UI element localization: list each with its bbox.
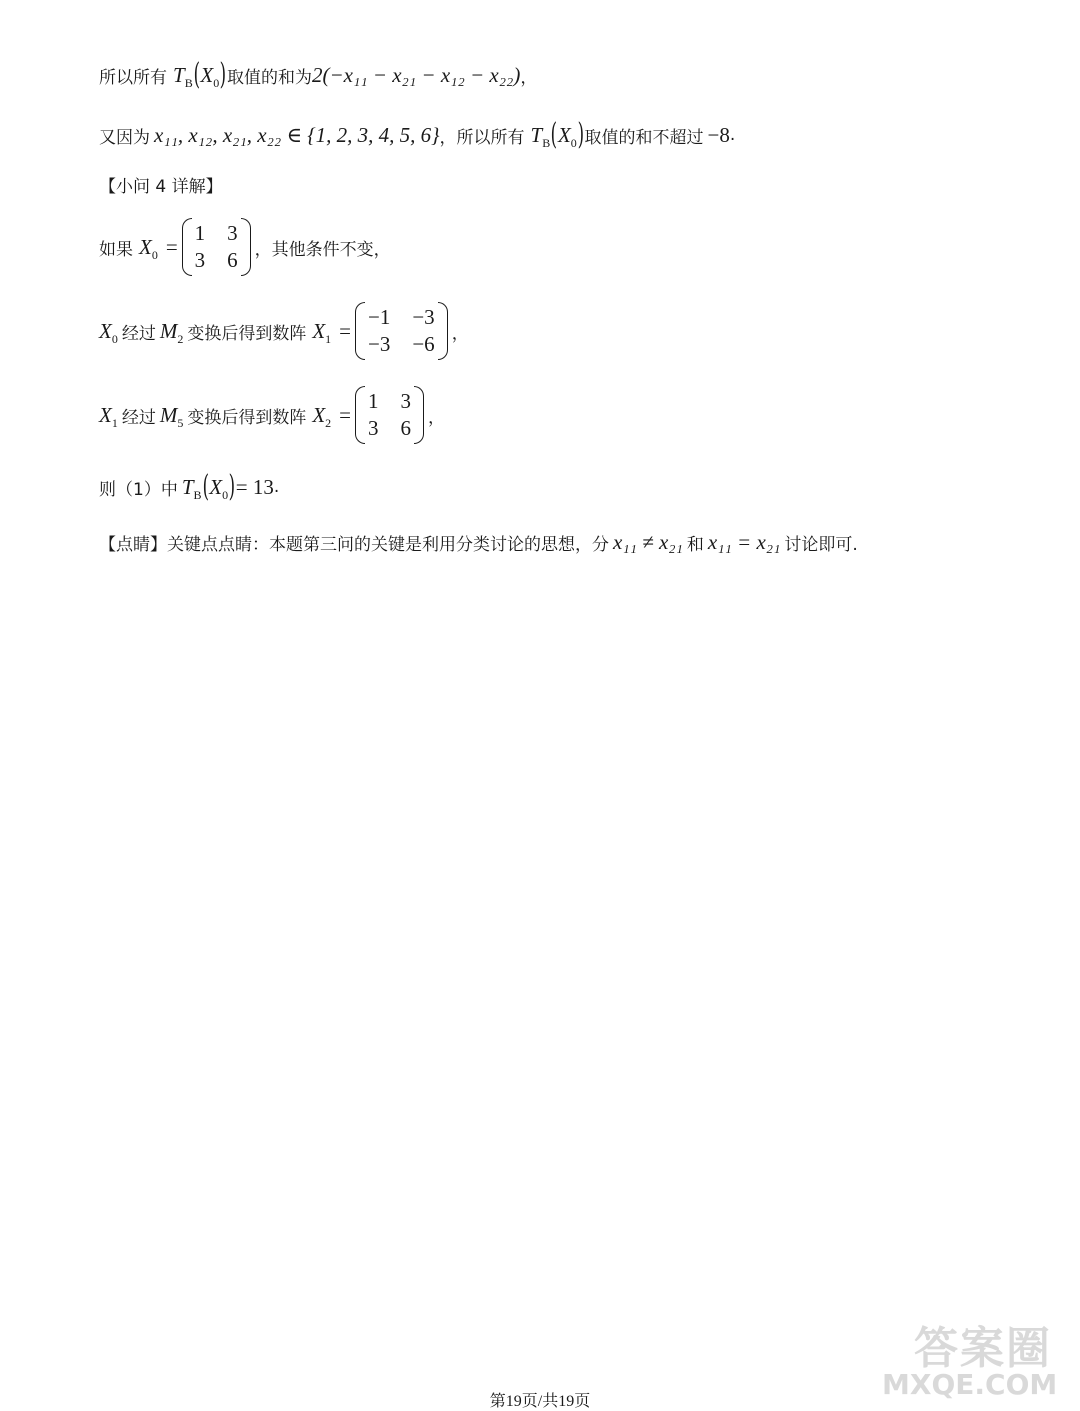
math-expression: 2(−x₁₁ − x₂₁ − x₁₂ − x₂₂) <box>311 62 521 87</box>
math-set-membership: x₁₁, x₁₂, x₂₁, x₂₂ ∈ {1, 2, 3, 4, 5, 6} <box>154 122 440 147</box>
bracket-right <box>414 386 424 444</box>
section-heading <box>99 172 223 197</box>
math-X2: $X_2$ <box>312 402 332 430</box>
watermark-text: 答案圈 <box>914 1323 1052 1374</box>
math-X0: $X_0$ <box>557 122 577 150</box>
matrix-grid <box>365 389 414 441</box>
matrix <box>355 386 424 444</box>
text: ，所以所有 <box>439 127 525 148</box>
text: 变换后得到数阵 <box>187 323 307 344</box>
math-T: $T_B$ <box>530 122 551 150</box>
paren-open: ( <box>550 117 558 152</box>
matrix-cell: 3 <box>400 389 411 413</box>
text-line-8 <box>99 530 858 555</box>
math-expression: x₁₁ = x₂₁ <box>707 530 781 554</box>
matrix <box>355 302 448 360</box>
text: 又因为 <box>99 127 150 148</box>
text: 取值的和不超过 <box>584 127 704 148</box>
text: 变换后得到数阵 <box>187 407 307 428</box>
heading-text: 【小问 4 详解】 <box>99 177 223 197</box>
bracket-left <box>355 302 365 360</box>
paren-close: ) <box>219 57 227 92</box>
text: 讨论即可. <box>784 535 858 555</box>
math-X0: $X_0$ <box>99 318 118 346</box>
matrix-grid <box>365 305 438 357</box>
text: ， <box>428 407 445 428</box>
text: 经过 <box>121 323 156 344</box>
matrix-cell: 3 <box>368 416 379 440</box>
math-value: = 13 <box>235 474 274 499</box>
matrix-cell: −3 <box>412 305 435 329</box>
math-T: $T_B$ <box>181 474 202 502</box>
math-X0: $X_0$ <box>139 234 158 262</box>
math-X0: $X_0$ <box>209 474 229 502</box>
math-M2: $M_2$ <box>159 318 184 346</box>
text-line-7 <box>99 469 280 504</box>
equals-sign: = <box>339 318 351 343</box>
math-value: −8 <box>707 122 730 147</box>
text: 和 <box>686 535 704 555</box>
equals-sign: = <box>165 234 178 259</box>
math-X0: $X_0$ <box>200 62 220 90</box>
math-T: $T_B$ <box>173 62 193 90</box>
matrix-cell: 3 <box>227 221 238 245</box>
matrix-cell: −6 <box>412 332 435 356</box>
matrix-cell: −1 <box>368 305 391 329</box>
watermark-url: MXQE.COM <box>882 1368 1058 1401</box>
bracket-right <box>241 218 251 276</box>
math-X1: $X_1$ <box>99 402 118 430</box>
heading-text: 【点睛】 <box>99 535 167 555</box>
paren-close: ) <box>228 469 236 504</box>
matrix-cell: 1 <box>368 389 379 413</box>
matrix-cell: 3 <box>194 248 206 272</box>
math-X1: $X_1$ <box>312 318 332 346</box>
text: 如果 <box>99 239 133 260</box>
text-line-2 <box>99 117 736 152</box>
text: 所以所有 <box>99 67 167 88</box>
paren-open: ( <box>193 57 200 92</box>
bracket-right <box>438 302 448 360</box>
bracket-left <box>355 386 365 444</box>
matrix-cell: 6 <box>227 248 238 272</box>
text: 关键点点睛：本题第三问的关键是利用分类讨论的思想，分 <box>167 535 609 555</box>
math-M5: $M_5$ <box>159 402 184 430</box>
text: 则（1）中 <box>99 479 178 500</box>
text: ，其他条件不变， <box>254 239 391 260</box>
text-line-1 <box>99 57 538 92</box>
paren-close: ) <box>577 117 584 152</box>
matrix-grid <box>192 221 241 273</box>
text: . <box>729 125 736 145</box>
text: 经过 <box>121 407 156 428</box>
paren-open: ( <box>202 469 209 504</box>
text-line-6 <box>99 386 445 444</box>
matrix-cell: −3 <box>368 332 391 356</box>
matrix-cell: 6 <box>400 416 411 440</box>
text-line-4 <box>99 218 391 276</box>
text: ， <box>520 67 538 88</box>
bracket-left <box>182 218 192 276</box>
text: . <box>273 477 280 497</box>
matrix-cell: 1 <box>194 221 206 245</box>
matrix <box>182 218 251 276</box>
text: ， <box>451 323 469 344</box>
text-line-5 <box>99 302 469 360</box>
math-expression: x₁₁ ≠ x₂₁ <box>613 530 683 554</box>
text: 取值的和为 <box>226 67 312 88</box>
equals-sign: = <box>339 402 351 427</box>
page-footer: 第19页/共19页 <box>489 1393 591 1410</box>
